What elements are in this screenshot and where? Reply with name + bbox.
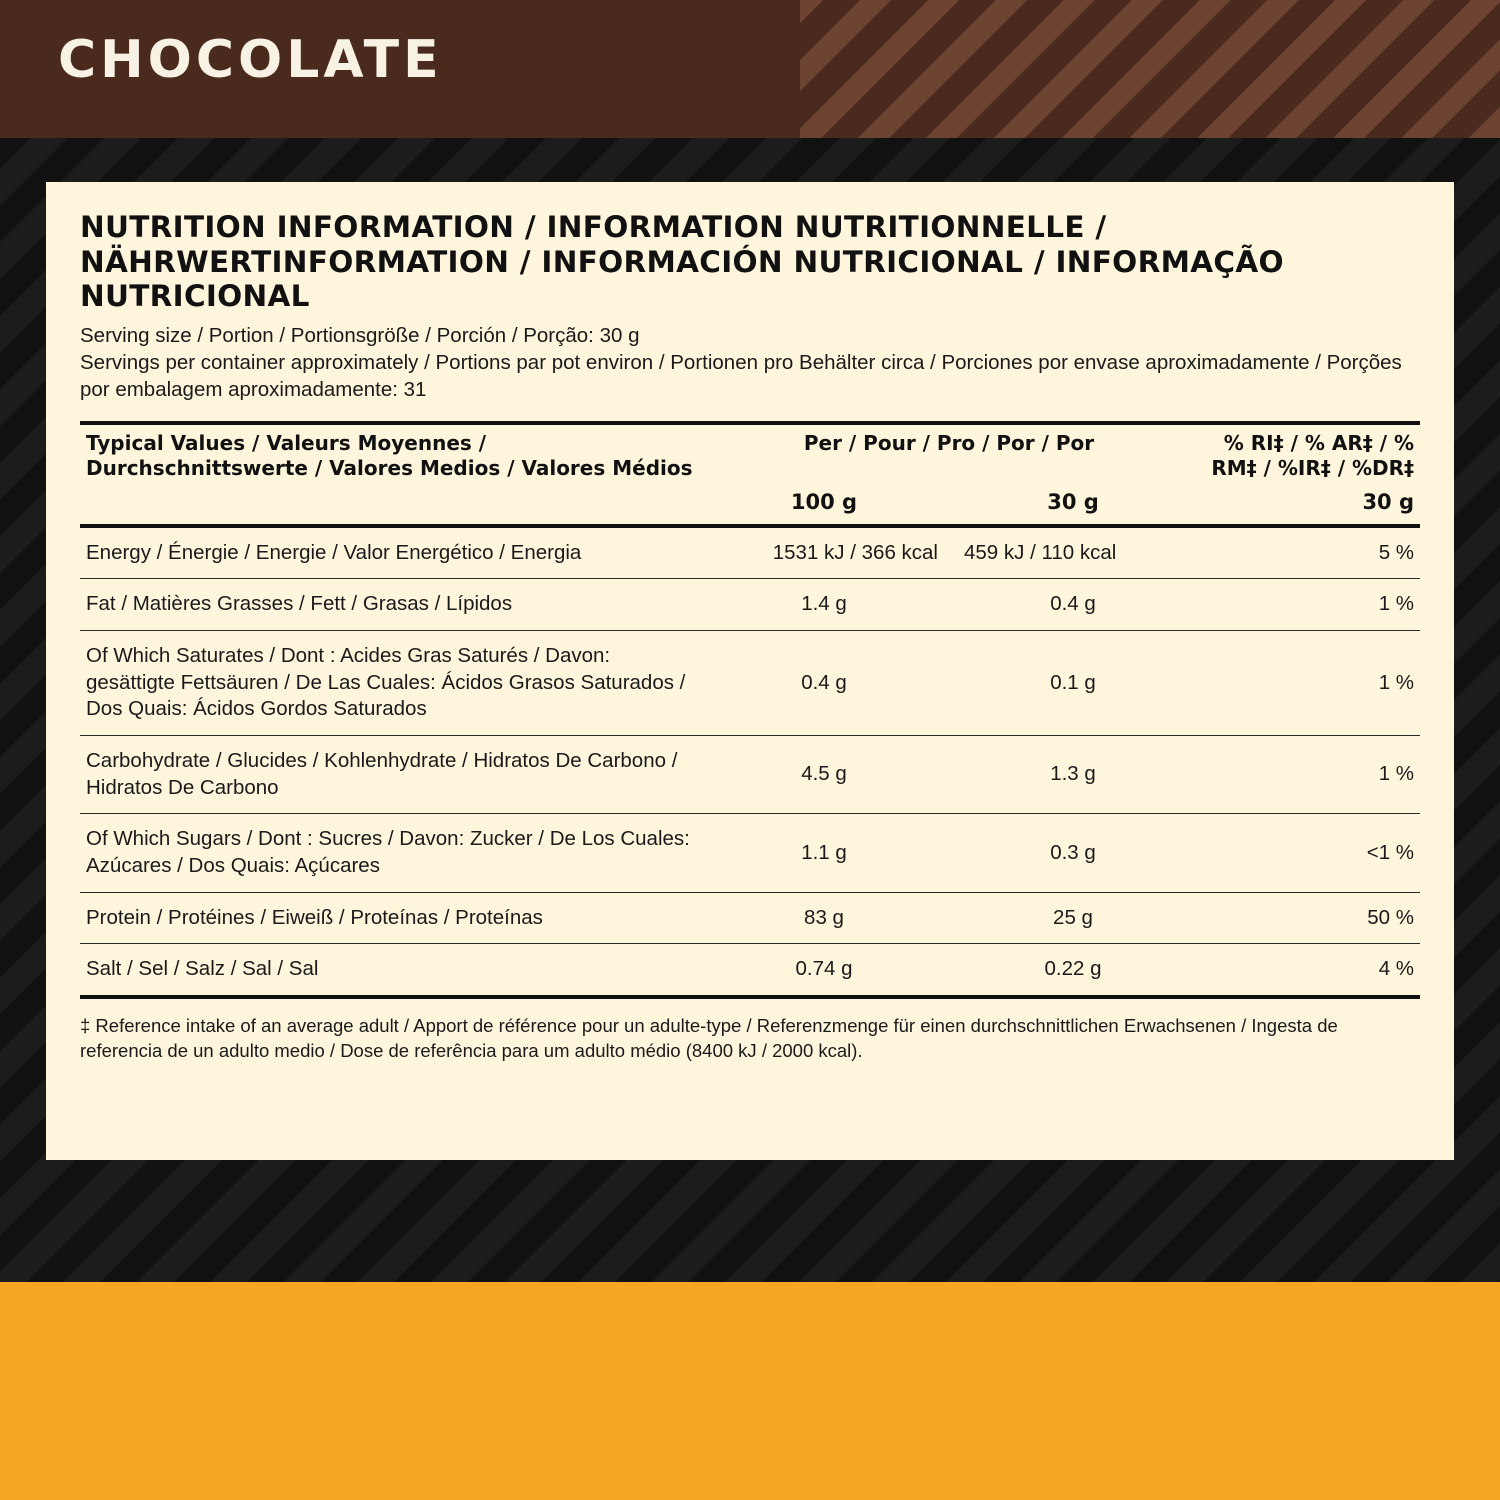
nutrient-name: Salt / Sel / Salz / Sal / Sal	[86, 957, 319, 981]
table-row	[80, 892, 1420, 944]
table-row	[80, 944, 1420, 997]
flavour-title: CHOCOLATE	[58, 30, 443, 90]
nutrient-name: Of Which Saturates / Dont : Acides Gras Saturés / Davon: gesättigte Fettsäuren / De Las Cuales: Ácidos Grasos Saturados / Dos Quais: Ácidos Gordos Saturados	[86, 644, 686, 721]
header-per-serving: Per / Pour / Pro / Por / Por	[803, 430, 1095, 455]
nutrient-per-30g: 459 kJ / 110 kcal	[964, 540, 1117, 564]
panel-heading: NUTRITION INFORMATION / INFORMATION NUTRITIONNELLE / NÄHRWERTINFORMATION / INFORMACIÓN NUTRICIONAL / INFORMAÇÃO NUTRICIONAL	[80, 210, 1284, 313]
subheader-100g: 100 g	[790, 489, 858, 514]
nutrient-ri: 4 %	[1378, 957, 1415, 981]
subheader-30g: 30 g	[1047, 489, 1099, 514]
serving-size-line: Serving size / Portion / Portionsgröße / Porción / Porção: 30 g	[80, 323, 640, 347]
subheader-spacer	[80, 486, 700, 526]
nutrient-ri: 50 %	[1367, 905, 1415, 929]
nutrient-per-100g: 4.5 g	[801, 762, 847, 786]
nutrient-per-100g: 1531 kJ / 366 kcal	[772, 540, 938, 564]
banner-stripe-pattern	[800, 0, 1500, 138]
nutrient-per-30g: 0.3 g	[1050, 840, 1096, 864]
table-row	[80, 736, 1420, 814]
nutrient-name: Protein / Protéines / Eiweiß / Proteínas / Proteínas	[86, 905, 543, 929]
table-row	[80, 579, 1420, 631]
nutrient-name: Of Which Sugars / Dont : Sucres / Davon: Zucker / De Los Cuales: Azúcares / Dos Quais: Açúcares	[86, 827, 690, 877]
table-subheader-row	[80, 486, 1420, 526]
nutrient-per-100g: 0.74 g	[795, 957, 853, 981]
nutrient-name: Fat / Matières Grasses / Fett / Grasas / Lípidos	[86, 592, 513, 616]
nutrient-per-30g: 0.22 g	[1044, 957, 1102, 981]
nutrient-per-100g: 0.4 g	[801, 670, 847, 694]
nutrient-ri: 1 %	[1378, 670, 1415, 694]
nutrient-ri: 5 %	[1378, 540, 1415, 564]
nutrient-per-100g: 1.1 g	[801, 840, 847, 864]
nutrient-name: Carbohydrate / Glucides / Kohlenhydrate / Hidratos De Carbono / Hidratos De Carbono	[86, 749, 678, 799]
bottom-accent-band	[0, 1282, 1500, 1500]
table-row	[80, 526, 1420, 579]
nutrient-ri: 1 %	[1378, 592, 1415, 616]
reference-intake-footnote: ‡ Reference intake of an average adult / Apport de référence pour un adulte-type / Referenzmenge für einen durchschnittlichen Erwachsenen / Ingesta de referencia de un adulto medio / Dose de referência para um adulto médio (8400 kJ / 2000 kcal).	[80, 1014, 1338, 1062]
nutrient-name: Energy / Énergie / Energie / Valor Energético / Energia	[86, 540, 582, 564]
subheader-ri-30g: 30 g	[1362, 489, 1415, 514]
nutrient-per-100g: 83 g	[804, 905, 844, 929]
table-row	[80, 814, 1420, 892]
table-header-row	[80, 423, 1420, 486]
servings-per-container-line: Servings per container approximately / Portions par pot environ / Portionen pro Behälter circa / Porciones por envase aproximadamente / Porções por embalagem aproximadamente: 31	[80, 350, 1402, 401]
nutrition-panel	[46, 182, 1454, 1160]
nutrient-ri: <1 %	[1366, 840, 1415, 864]
table-body	[80, 526, 1420, 997]
nutrient-per-30g: 1.3 g	[1050, 762, 1096, 786]
nutrition-table	[80, 421, 1420, 999]
table-head	[80, 423, 1420, 526]
flavour-banner	[0, 0, 1500, 138]
nutrient-per-100g: 1.4 g	[801, 592, 847, 616]
header-typical-values: Typical Values / Valeurs Moyennes / Durchschnittswerte / Valores Medios / Valores Médios	[86, 430, 693, 481]
table-row	[80, 631, 1420, 736]
header-reference-intake: % RI‡ / % AR‡ / % RM‡ / %IR‡ / %DR‡	[1211, 430, 1415, 481]
nutrient-per-30g: 25 g	[1053, 905, 1093, 929]
nutrient-per-30g: 0.4 g	[1050, 592, 1096, 616]
nutrient-ri: 1 %	[1378, 762, 1415, 786]
nutrient-per-30g: 0.1 g	[1050, 670, 1096, 694]
